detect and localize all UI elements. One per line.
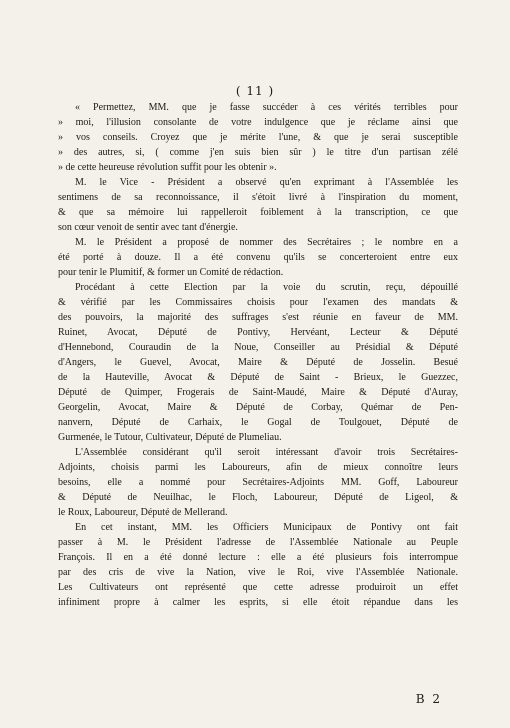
text-line: « Permettez, MM. que je fasse succéder à ces vérités terribles pour [75,102,458,113]
signature-mark: B 2 [415,692,442,706]
text-line: Gurmenée, le Tutour, Cultivateur, Député de Plumeliau. [58,432,282,443]
text-line: de la Hauteville, Avocat & Député de Saint - Brieux, le Guezzec, [58,372,458,383]
text-line: Procédant à cette Election par la voie du scrutin, reçu, dépouillé [75,282,458,293]
text-line: Les Cultivateurs ont représenté que cette adresse produiroit un effet [58,582,458,593]
text-line: M. le Président a proposé de nommer des Secrétaires ; le nombre en a [75,237,458,248]
text-line: En cet instant, MM. les Officiers Municipaux de Pontivy ont fait [75,522,458,533]
text-line: passer à M. le Président l'adresse de l'Assemblée Nationale au Peuple [58,537,458,548]
text-line: Député de Quimper, Frogerais de Saint-Maudé, Maire & Député d'Auray, [58,387,458,398]
text-line: des pouvoirs, la majorité des suffrages s'est réunie en faveur de MM. [58,312,458,323]
text-line: le Roux, Laboureur, Député de Mellerand. [58,507,228,518]
text-line: Georgelin, Avocat, Maire & Député de Corbay, Quémar de Pen- [58,402,458,413]
text-line: son cœur venoit de sentir avec tant d'énergie. [58,222,238,233]
text-line: L'Assemblée considérant qu'il seroit intéressant d'avoir trois Secrétaires- [75,447,458,458]
text-line: » de cette heureuse révolution suffit pour les obtenir ». [58,162,277,173]
text-line: & vérifié par les Commissaires choisis pour l'examen des mandats & [58,297,458,308]
text-line: » vos conseils. Croyez que je mérite l'une, & que je serai susceptible [58,132,458,143]
text-line: Ruinet, Avocat, Député de Pontivy, Hervéant, Lecteur & Député [58,327,458,338]
text-line: François. Il en a été donné lecture : elle a été plusieurs fois interrompue [58,552,458,563]
text-line: d'Angers, le Guevel, Avocat, Maire & Député de Josselin. Besué [58,357,458,368]
text-line: Adjoints, choisis parmi les Laboureurs, afin de mieux connoître leurs [58,462,458,473]
text-line: sentimens de sa reconnoissance, il s'étoit livré à l'inspiration du moment, [58,192,458,203]
text-line: été porté à douze. Il a été convenu qu'ils se concerteroient entre eux [58,252,458,263]
text-line: pour tenir le Plumitif, & former un Comité de rédaction. [58,267,284,278]
text-line: & Député de Neuilhac, le Floch, Laboureur, Député de Ligeol, & [58,492,458,503]
text-line: par des cris de vive la Nation, vive le Roi, vive l'Assemblée Nationale. [58,567,458,578]
text-line: M. le Vice - Président a observé qu'en exprimant à l'Assemblée les [75,177,458,188]
text-line: nanvern, Député de Carhaix, le Gogal de Toulgouet, Député de [58,417,458,428]
text-line: & que sa mémoire lui rappelleroit foiblement à la transcription, ce que [58,207,458,218]
text-line: infiniment propre à calmer les esprits, si elle étoit répandue dans les [58,597,458,608]
text-line: besoins, elle a nommé pour Secrétaires-Adjoints MM. Goff, Laboureur [58,477,458,488]
text-line: » moi, l'illusion consolante de votre indulgence que je réclame ainsi que [58,117,458,128]
text-line: d'Hennebond, Couraudin de la Noue, Conseiller au Présidial & Député [58,342,458,353]
body-text [58,100,458,610]
page-number: ( 11 ) [235,84,275,98]
text-line: » des autres, si, ( comme j'en suis bien sûr ) le titre d'un partisan zélé [58,147,458,158]
